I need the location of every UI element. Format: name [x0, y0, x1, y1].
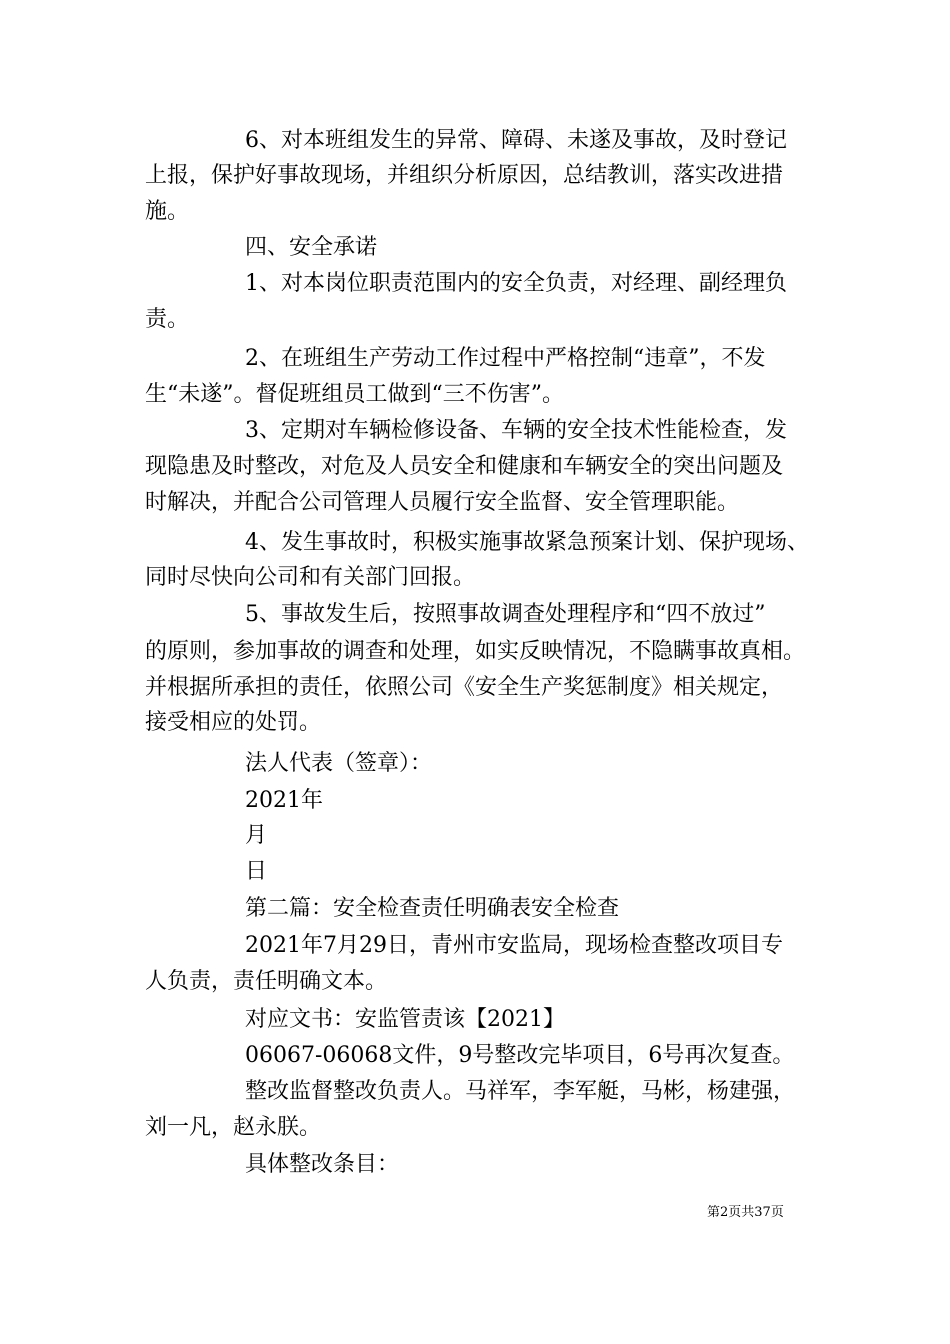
paragraph-line: 2021年7月29日，青州市安监局，现场检查整改项目专 — [245, 933, 783, 958]
signature-label: 法人代表（签章）： — [245, 751, 433, 776]
paragraph-line: 责。 — [145, 307, 190, 332]
paragraph-line: 4、发生事故时，积极实施事故紧急预案计划、保护现场、 — [245, 530, 809, 555]
signature-month: 月 — [245, 823, 268, 848]
paragraph-line: 的原则，参加事故的调查和处理，如实反映情况，不隐瞒事故真相。 — [145, 639, 806, 664]
paragraph-line: 具体整改条目： — [245, 1152, 400, 1177]
paragraph-line: 整改监督整改负责人。马祥军，李军艇，马彬，杨建强， — [245, 1079, 796, 1104]
section-heading: 四、安全承诺 — [245, 235, 378, 260]
paragraph-line: 施。 — [145, 199, 190, 224]
paragraph-line: 2、在班组生产劳动工作过程中严格控制“违章”，不发 — [245, 346, 766, 371]
paragraph-line: 6、对本班组发生的异常、障碍、未遂及事故，及时登记 — [245, 128, 787, 153]
paragraph-line: 上报，保护好事故现场，并组织分析原因，总结教训，落实改进措 — [145, 163, 784, 188]
page-number: 第2页共37页 — [707, 1205, 784, 1220]
paragraph-line: 06067-06068文件，9号整改完毕项目，6号再次复查。 — [245, 1043, 795, 1068]
paragraph-line: 5、事故发生后，按照事故调查处理程序和“四不放过” — [245, 602, 766, 627]
paragraph-line: 人负责，责任明确文本。 — [145, 969, 388, 994]
chapter-heading: 第二篇：安全检查责任明确表安全检查 — [245, 896, 620, 921]
paragraph-line: 生“未遂”。督促班组员工做到“三不伤害”。 — [145, 382, 564, 407]
paragraph-line: 时解决，并配合公司管理人员履行安全监督、安全管理职能。 — [145, 490, 740, 515]
paragraph-line: 同时尽快向公司和有关部门回报。 — [145, 565, 476, 590]
paragraph-line: 并根据所承担的责任，依照公司《安全生产奖惩制度》相关规定， — [145, 675, 784, 700]
paragraph-line: 1、对本岗位职责范围内的安全负责，对经理、副经理负 — [245, 271, 787, 296]
paragraph-line: 现隐患及时整改，对危及人员安全和健康和车辆安全的突出问题及 — [145, 454, 784, 479]
paragraph-line: 接受相应的处罚。 — [145, 710, 322, 735]
paragraph-line: 3、定期对车辆检修设备、车辆的安全技术性能检查，发 — [245, 418, 787, 443]
paragraph-line: 对应文书：安监管责该【2021】 — [245, 1007, 565, 1032]
signature-year: 2021年 — [245, 788, 323, 813]
paragraph-line: 刘一凡，赵永朕。 — [145, 1115, 322, 1140]
signature-day: 日 — [245, 859, 268, 884]
